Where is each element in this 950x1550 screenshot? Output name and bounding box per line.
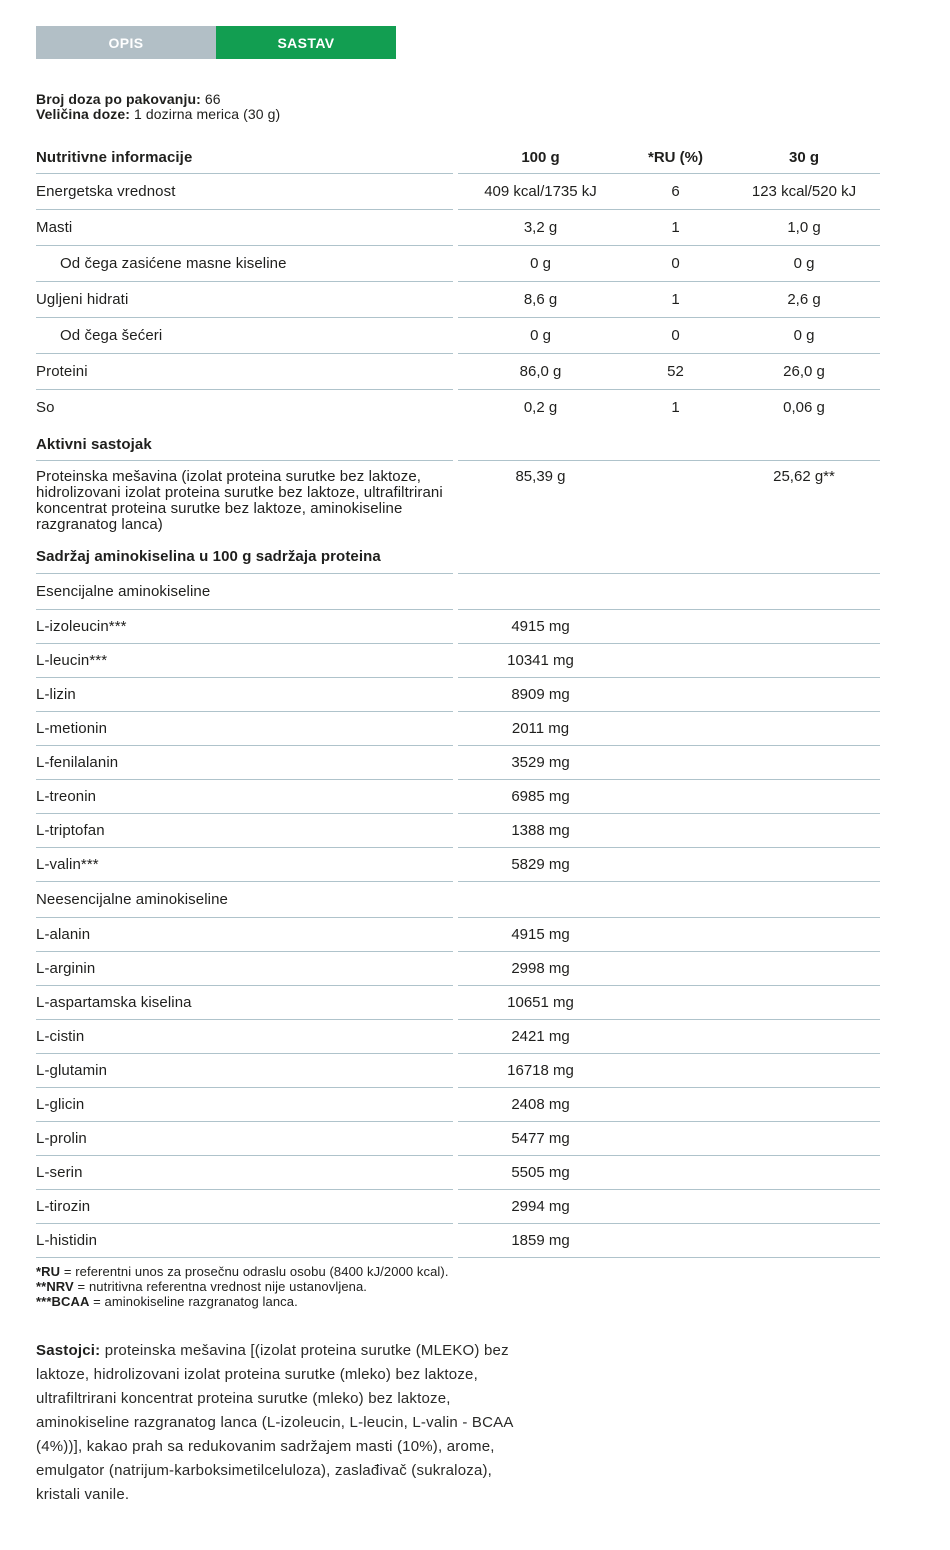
value-30g bbox=[728, 823, 880, 838]
value-30g bbox=[728, 1233, 880, 1248]
value-30g bbox=[728, 687, 880, 702]
value-100g: 2998 mg bbox=[511, 960, 570, 977]
row-label: Sadržaj aminokiselina u 100 g sadržaja proteina bbox=[36, 539, 453, 574]
value-ru bbox=[623, 687, 728, 702]
row-values bbox=[458, 1156, 880, 1190]
value-100g: 2421 mg bbox=[511, 1028, 570, 1045]
row-values bbox=[458, 425, 880, 461]
value-30g bbox=[728, 1097, 880, 1112]
row-label: Masti bbox=[36, 210, 453, 246]
value-ru bbox=[623, 995, 728, 1010]
row-values bbox=[458, 712, 880, 746]
row-label: Neesencijalne aminokiseline bbox=[36, 882, 453, 918]
table-row bbox=[36, 174, 880, 210]
row-label: L-arginin bbox=[36, 952, 453, 986]
ingredients-paragraph bbox=[36, 1339, 528, 1507]
value-30g bbox=[728, 1063, 880, 1078]
table-row bbox=[36, 461, 880, 539]
value-ru: 1 bbox=[671, 399, 680, 416]
value-100g: 86,0 g bbox=[519, 363, 562, 380]
row-values bbox=[458, 780, 880, 814]
col-header-100g: 100 g bbox=[521, 149, 560, 166]
value-ru bbox=[623, 1165, 728, 1180]
table-row bbox=[36, 1122, 880, 1156]
amino-group-row bbox=[36, 574, 880, 610]
table-row bbox=[36, 282, 880, 318]
serving-size-label: Veličina doze: bbox=[36, 106, 130, 122]
row-values bbox=[458, 918, 880, 952]
table-row bbox=[36, 918, 880, 952]
row-label: L-triptofan bbox=[36, 814, 453, 848]
row-values bbox=[458, 318, 880, 354]
value-30g bbox=[728, 995, 880, 1010]
row-label: L-glicin bbox=[36, 1088, 453, 1122]
row-values bbox=[458, 574, 880, 610]
row-label: L-tirozin bbox=[36, 1190, 453, 1224]
value-30g bbox=[728, 1131, 880, 1146]
value-100g: 2408 mg bbox=[511, 1096, 570, 1113]
row-label: Proteinska mešavina (izolat proteina surutke bez laktoze, hidrolizovani izolat proteina surutke bez laktoze, ultrafiltrirani koncentrat proteina surutke bez laktoze, aminokiseline razgranatog lanca) bbox=[36, 468, 443, 533]
row-values bbox=[458, 644, 880, 678]
value-30g: 26,0 g bbox=[783, 363, 825, 380]
value-30g bbox=[728, 857, 880, 872]
table-row bbox=[36, 1020, 880, 1054]
value-ru bbox=[623, 755, 728, 770]
row-label: L-leucin*** bbox=[36, 644, 453, 678]
value-ru bbox=[623, 927, 728, 942]
value-100g: 2994 mg bbox=[511, 1198, 570, 1215]
value-ru bbox=[623, 1097, 728, 1112]
row-label: L-lizin bbox=[36, 678, 453, 712]
servings-per-pack-label: Broj doza po pakovanju: bbox=[36, 91, 201, 107]
value-ru bbox=[623, 823, 728, 838]
value-30g: 25,62 g** bbox=[773, 468, 835, 485]
value-30g bbox=[728, 619, 880, 634]
row-values bbox=[458, 1054, 880, 1088]
value-100g: 5505 mg bbox=[511, 1164, 570, 1181]
row-values bbox=[458, 1020, 880, 1054]
footnote-bcaa-term: ***BCAA bbox=[36, 1294, 90, 1309]
table-row bbox=[36, 712, 880, 746]
table-row bbox=[36, 1088, 880, 1122]
value-100g: 8,6 g bbox=[523, 291, 558, 308]
table-row bbox=[36, 1156, 880, 1190]
ingredients-label: Sastojci: bbox=[36, 1342, 101, 1359]
table-row bbox=[36, 210, 880, 246]
table-row bbox=[36, 390, 880, 425]
value-100g: 10651 mg bbox=[507, 994, 574, 1011]
row-values bbox=[458, 952, 880, 986]
row-label: Energetska vrednost bbox=[36, 174, 453, 210]
value-ru bbox=[623, 789, 728, 804]
value-ru bbox=[623, 653, 728, 668]
value-ru bbox=[623, 1131, 728, 1146]
row-values bbox=[458, 174, 880, 210]
value-30g bbox=[728, 1165, 880, 1180]
serving-info bbox=[36, 92, 950, 122]
value-ru bbox=[623, 1029, 728, 1044]
table-row bbox=[36, 1190, 880, 1224]
row-values bbox=[458, 1088, 880, 1122]
value-30g: 0 g bbox=[793, 327, 815, 344]
value-30g: 0,06 g bbox=[783, 399, 825, 416]
value-100g: 16718 mg bbox=[507, 1062, 574, 1079]
row-values bbox=[458, 390, 880, 425]
value-30g bbox=[728, 927, 880, 942]
row-label: L-prolin bbox=[36, 1122, 453, 1156]
value-100g: 8909 mg bbox=[511, 686, 570, 703]
value-30g bbox=[728, 755, 880, 770]
value-100g: 85,39 g bbox=[515, 468, 566, 485]
row-label: L-treonin bbox=[36, 780, 453, 814]
value-100g: 409 kcal/1735 kJ bbox=[484, 183, 597, 200]
value-100g: 0,2 g bbox=[523, 399, 558, 416]
row-label: L-alanin bbox=[36, 918, 453, 952]
servings-per-pack bbox=[36, 92, 950, 107]
value-100g: 3529 mg bbox=[511, 754, 570, 771]
value-ru bbox=[623, 1233, 728, 1248]
value-30g: 1,0 g bbox=[787, 219, 821, 236]
value-30g: 0 g bbox=[793, 255, 815, 272]
value-30g: 2,6 g bbox=[787, 291, 821, 308]
row-label: L-histidin bbox=[36, 1224, 453, 1258]
value-100g: 10341 mg bbox=[507, 652, 574, 669]
row-values bbox=[458, 610, 880, 644]
row-label: Ugljeni hidrati bbox=[36, 282, 453, 318]
serving-size bbox=[36, 107, 950, 122]
row-label: L-cistin bbox=[36, 1020, 453, 1054]
tab-opis[interactable]: OPIS bbox=[36, 26, 216, 59]
footnote-bcaa bbox=[36, 1294, 468, 1309]
table-row bbox=[36, 678, 880, 712]
value-ru bbox=[623, 857, 728, 872]
row-label: So bbox=[36, 399, 55, 416]
value-30g: 123 kcal/520 kJ bbox=[751, 183, 857, 200]
col-header-ru: *RU (%) bbox=[648, 149, 703, 166]
table-row bbox=[36, 986, 880, 1020]
table-header-row bbox=[36, 146, 880, 174]
footnote-nrv-term: **NRV bbox=[36, 1279, 74, 1294]
table-header-title: Nutritivne informacije bbox=[36, 146, 453, 174]
row-values bbox=[458, 986, 880, 1020]
row-values bbox=[458, 814, 880, 848]
table-row bbox=[36, 814, 880, 848]
footnotes bbox=[36, 1264, 468, 1309]
value-100g: 5829 mg bbox=[511, 856, 570, 873]
row-label: L-fenilalanin bbox=[36, 746, 453, 780]
col-header-30g: 30 g bbox=[788, 149, 819, 166]
tab-sastav[interactable]: SASTAV bbox=[216, 26, 396, 59]
value-ru: 0 bbox=[671, 327, 680, 344]
value-100g: 5477 mg bbox=[511, 1130, 570, 1147]
footnote-bcaa-text: = aminokiseline razgranatog lanca. bbox=[89, 1294, 298, 1309]
section-header-row bbox=[36, 539, 880, 574]
footnote-ru bbox=[36, 1264, 468, 1279]
value-ru: 1 bbox=[671, 219, 680, 236]
value-100g: 4915 mg bbox=[511, 926, 570, 943]
table-row bbox=[36, 644, 880, 678]
row-values bbox=[458, 882, 880, 918]
row-values bbox=[458, 246, 880, 282]
table-header-columns bbox=[458, 146, 880, 174]
value-100g: 6985 mg bbox=[511, 788, 570, 805]
ingredients-text: proteinska mešavina [(izolat proteina surutke (MLEKO) bez laktoze, hidrolizovani izolat proteina surutke (mleko) bez laktoze, ultrafiltrirani koncentrat proteina surutke (mleko) bez laktoze, aminokiseline razgranatog lanca (L-izoleucin, L-leucin, L-valin - BCAA (4%))], kakao prah sa redukovanim sadržajem masti (10%), arome, emulgator (natrijum-karboksimetilceluloza), zaslađivač (sukraloza), kristali vanile. bbox=[36, 1342, 513, 1503]
value-ru: 1 bbox=[671, 291, 680, 308]
servings-per-pack-value: 66 bbox=[200, 91, 221, 107]
table-row bbox=[36, 246, 880, 282]
table-row bbox=[36, 1054, 880, 1088]
value-100g: 1388 mg bbox=[511, 822, 570, 839]
row-values bbox=[458, 678, 880, 712]
value-ru bbox=[623, 1199, 728, 1214]
row-values bbox=[458, 539, 880, 574]
table-row bbox=[36, 780, 880, 814]
table-row bbox=[36, 354, 880, 390]
row-label: L-glutamin bbox=[36, 1054, 453, 1088]
value-30g bbox=[728, 961, 880, 976]
footnote-ru-term: *RU bbox=[36, 1264, 61, 1279]
value-ru bbox=[623, 1063, 728, 1078]
value-ru: 52 bbox=[667, 363, 684, 380]
row-label: Proteini bbox=[36, 354, 453, 390]
footnote-nrv bbox=[36, 1279, 468, 1294]
table-row bbox=[36, 1224, 880, 1258]
value-100g: 0 g bbox=[530, 255, 551, 272]
amino-group-row bbox=[36, 882, 880, 918]
row-values bbox=[458, 282, 880, 318]
row-values bbox=[458, 746, 880, 780]
value-30g bbox=[728, 1199, 880, 1214]
row-label: L-izoleucin*** bbox=[36, 610, 453, 644]
row-label: Od čega zasićene masne kiseline bbox=[36, 246, 453, 282]
row-label: Esencijalne aminokiseline bbox=[36, 574, 453, 610]
table-row bbox=[36, 952, 880, 986]
value-ru: 6 bbox=[671, 183, 680, 200]
value-100g: 4915 mg bbox=[511, 618, 570, 635]
table-row bbox=[36, 610, 880, 644]
footnote-ru-text: = referentni unos za prosečnu odraslu osobu (8400 kJ/2000 kcal). bbox=[60, 1264, 449, 1279]
row-values bbox=[458, 1122, 880, 1156]
value-30g bbox=[728, 653, 880, 668]
value-ru bbox=[623, 721, 728, 736]
value-ru bbox=[623, 469, 728, 484]
value-ru bbox=[623, 619, 728, 634]
section-header-row bbox=[36, 425, 880, 461]
value-100g: 3,2 g bbox=[523, 219, 558, 236]
value-100g: 2011 mg bbox=[511, 720, 570, 737]
row-label: L-serin bbox=[36, 1156, 453, 1190]
value-100g: 0 g bbox=[530, 327, 551, 344]
value-ru bbox=[623, 961, 728, 976]
value-30g bbox=[728, 1029, 880, 1044]
value-30g bbox=[728, 721, 880, 736]
row-label: L-metionin bbox=[36, 712, 453, 746]
row-label: Aktivni sastojak bbox=[36, 425, 453, 461]
row-values bbox=[458, 848, 880, 882]
row-values bbox=[458, 354, 880, 390]
row-values bbox=[458, 1190, 880, 1224]
value-ru: 0 bbox=[671, 255, 680, 272]
serving-size-value: 1 dozirna merica (30 g) bbox=[130, 106, 281, 122]
tab-bar bbox=[36, 26, 950, 59]
row-label: L-valin*** bbox=[36, 848, 453, 882]
value-30g bbox=[728, 789, 880, 804]
row-values bbox=[458, 210, 880, 246]
table-row bbox=[36, 746, 880, 780]
table-row bbox=[36, 318, 880, 354]
footnote-nrv-text: = nutritivna referentna vrednost nije ustanovljena. bbox=[73, 1279, 368, 1294]
row-label: Od čega šećeri bbox=[36, 318, 453, 354]
value-100g: 1859 mg bbox=[511, 1232, 570, 1249]
nutrition-table bbox=[36, 146, 880, 1258]
row-values bbox=[458, 1224, 880, 1258]
row-values bbox=[458, 461, 880, 539]
table-row bbox=[36, 848, 880, 882]
row-label: L-aspartamska kiselina bbox=[36, 986, 453, 1020]
